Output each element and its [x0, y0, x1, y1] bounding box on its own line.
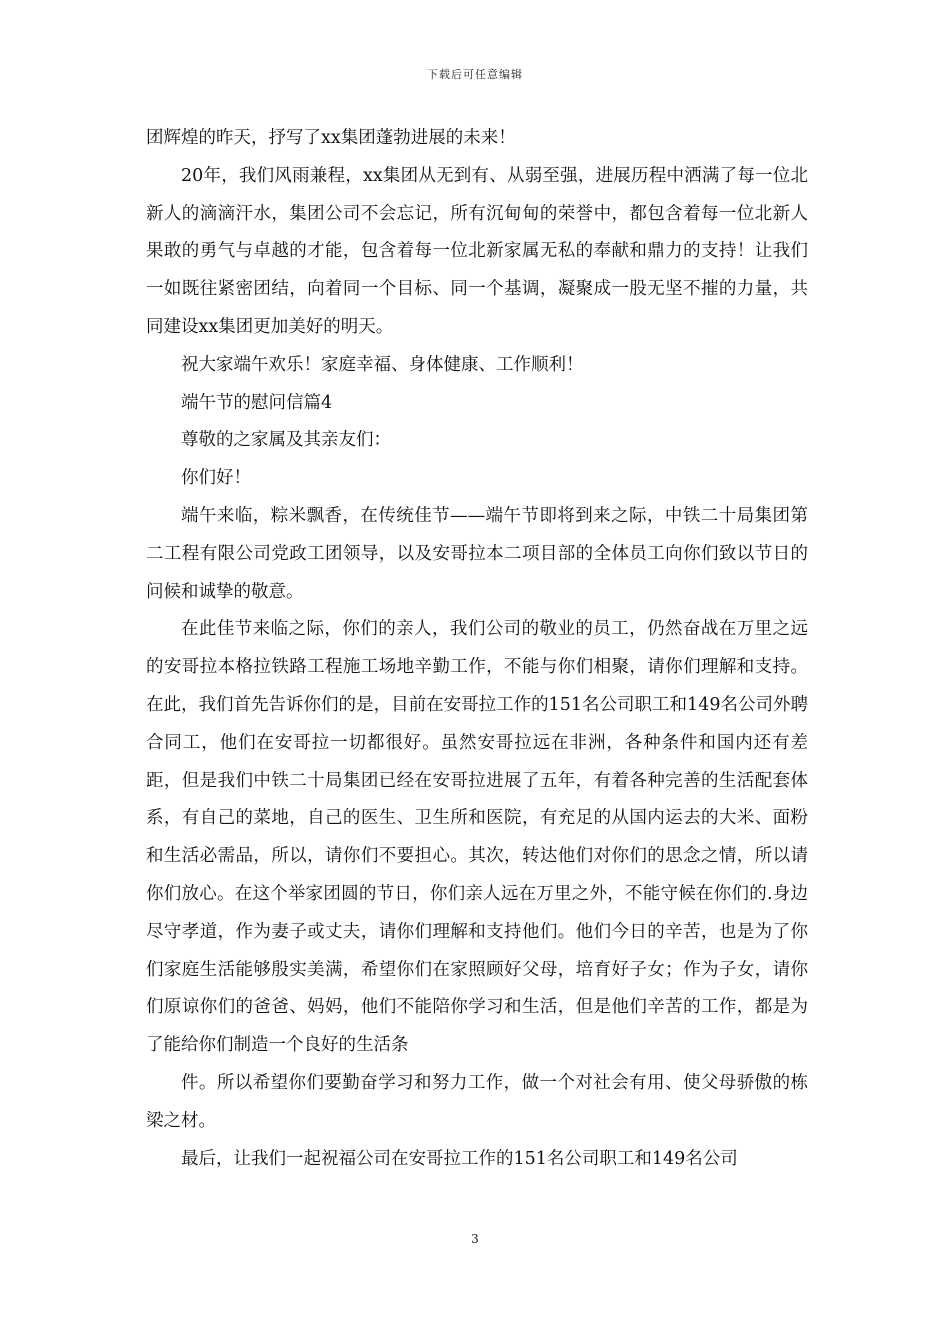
paragraph: 团辉煌的昨天，抒写了xx集团蓬勃进展的未来！: [146, 128, 516, 148]
section-heading: 端午节的慰问信篇4: [181, 392, 333, 413]
page-number: 3: [471, 1232, 479, 1246]
page-header: 下载后可任意编辑: [427, 68, 523, 81]
greeting: 你们好！: [181, 468, 251, 489]
salutation: 尊敬的之家属及其亲友们：: [181, 430, 391, 451]
document-body: [146, 120, 808, 1178]
paragraph: 20年，我们风雨兼程，xx集团从无到有、从弱至强，进展历程中洒满了每一位北新人的滴滴汗水，集团公司不会忘记，所有沉甸甸的荣誉中，都包含着每一位北新人果敢的勇气与卓越的才能，包含着每一位北新家属无私的奉献和鼎力的支持！让我们一如既往紧密团结，向着同一个目标、同一个基调，凝聚成一股无坚不摧的力量，共同建设xx集团更加美好的明天。: [146, 165, 808, 337]
paragraph: 最后，让我们一起祝福公司在安哥拉工作的151名公司职工和149名公司: [181, 1148, 738, 1169]
paragraph: 在此佳节来临之际，你们的亲人，我们公司的敬业的员工，仍然奋战在万里之远的安哥拉本格拉铁路工程施工场地辛勤工作，不能与你们相聚，请你们理解和支持。在此，我们首先告诉你们的是，目前在安哥拉工作的151名公司职工和149名公司外聘合同工，他们在安哥拉一切都很好。虽然安哥拉远在非洲，各种条件和国内还有差距，但是我们中铁二十局集团已经在安哥拉进展了五年，有着各种完善的生活配套体系，有自己的菜地，自己的医生、卫生所和医院，有充足的从国内运去的大米、面粉和生活必需品，所以，请你们不要担心。其次，转达他们对你们的思念之情，所以请你们放心。在这个举家团圆的节日，你们亲人远在万里之外，不能守候在你们的.身边尽守孝道，作为妻子或丈夫，请你们理解和支持他们。他们今日的辛苦，也是为了你们家庭生活能够殷实美满，希望你们在家照顾好父母，培育好子女；作为子女，请你们原谅你们的爸爸、妈妈，他们不能陪你学习和生活，但是他们辛苦的工作，都是为了能给你们制造一个良好的生活条: [146, 619, 808, 1056]
paragraph: 祝大家端午欢乐！家庭幸福、身体健康、工作顺利！: [181, 354, 584, 375]
paragraph: 件。所以希望你们要勤奋学习和努力工作，做一个对社会有用、使父母骄傲的栋梁之材。: [146, 1072, 808, 1131]
paragraph: 端午来临，粽米飘香，在传统佳节——端午节即将到来之际，中铁二十局集团第二工程有限公司党政工团领导，以及安哥拉本二项目部的全体员工向你们致以节日的问候和诚挚的敬意。: [146, 505, 808, 602]
